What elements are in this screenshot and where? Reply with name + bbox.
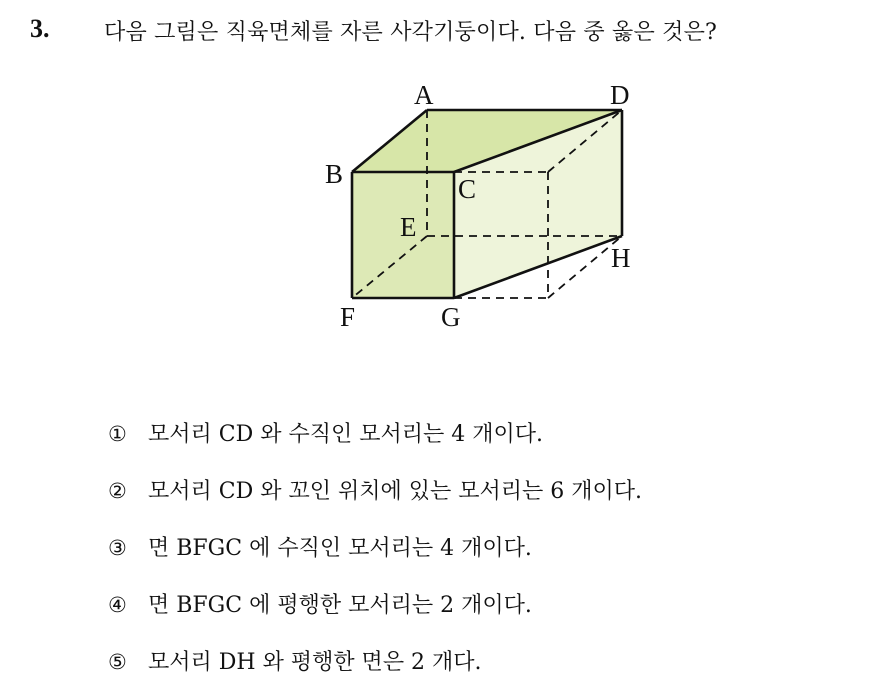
- question-number: 3.: [30, 14, 50, 43]
- choice-2[interactable]: [108, 475, 642, 507]
- choice-mark: ②: [108, 479, 127, 503]
- vertex-label-G: G: [441, 302, 461, 332]
- vertex-label-B: B: [325, 159, 344, 189]
- choice-text: 면 BFGC 에 수직인 모서리는 4 개이다.: [148, 536, 532, 561]
- choice-1[interactable]: [108, 418, 543, 450]
- question-text: 다음 그림은 직육면체를 자른 사각기둥이다. 다음 중 옳은 것은?: [104, 20, 718, 45]
- choice-mark: ④: [108, 593, 127, 617]
- choice-text: 모서리 DH 와 평행한 면은 2 개다.: [148, 650, 482, 675]
- choice-mark: ①: [108, 422, 127, 446]
- vertex-label-E: E: [400, 212, 417, 242]
- vertex-label-F: F: [340, 302, 356, 332]
- vertex-label-C: C: [458, 174, 477, 204]
- choice-text: 모서리 CD 와 꼬인 위치에 있는 모서리는 6 개이다.: [148, 479, 642, 504]
- choice-text: 모서리 CD 와 수직인 모서리는 4 개이다.: [148, 422, 543, 447]
- choice-3[interactable]: [108, 532, 532, 564]
- vertex-label-A: A: [414, 80, 434, 110]
- choice-text: 면 BFGC 에 평행한 모서리는 2 개이다.: [148, 593, 532, 618]
- choice-5[interactable]: [108, 646, 482, 678]
- choice-4[interactable]: [108, 589, 532, 621]
- choice-mark: ⑤: [108, 650, 127, 674]
- vertex-label-H: H: [611, 243, 631, 273]
- vertex-label-D: D: [610, 80, 630, 110]
- choice-mark: ③: [108, 536, 127, 560]
